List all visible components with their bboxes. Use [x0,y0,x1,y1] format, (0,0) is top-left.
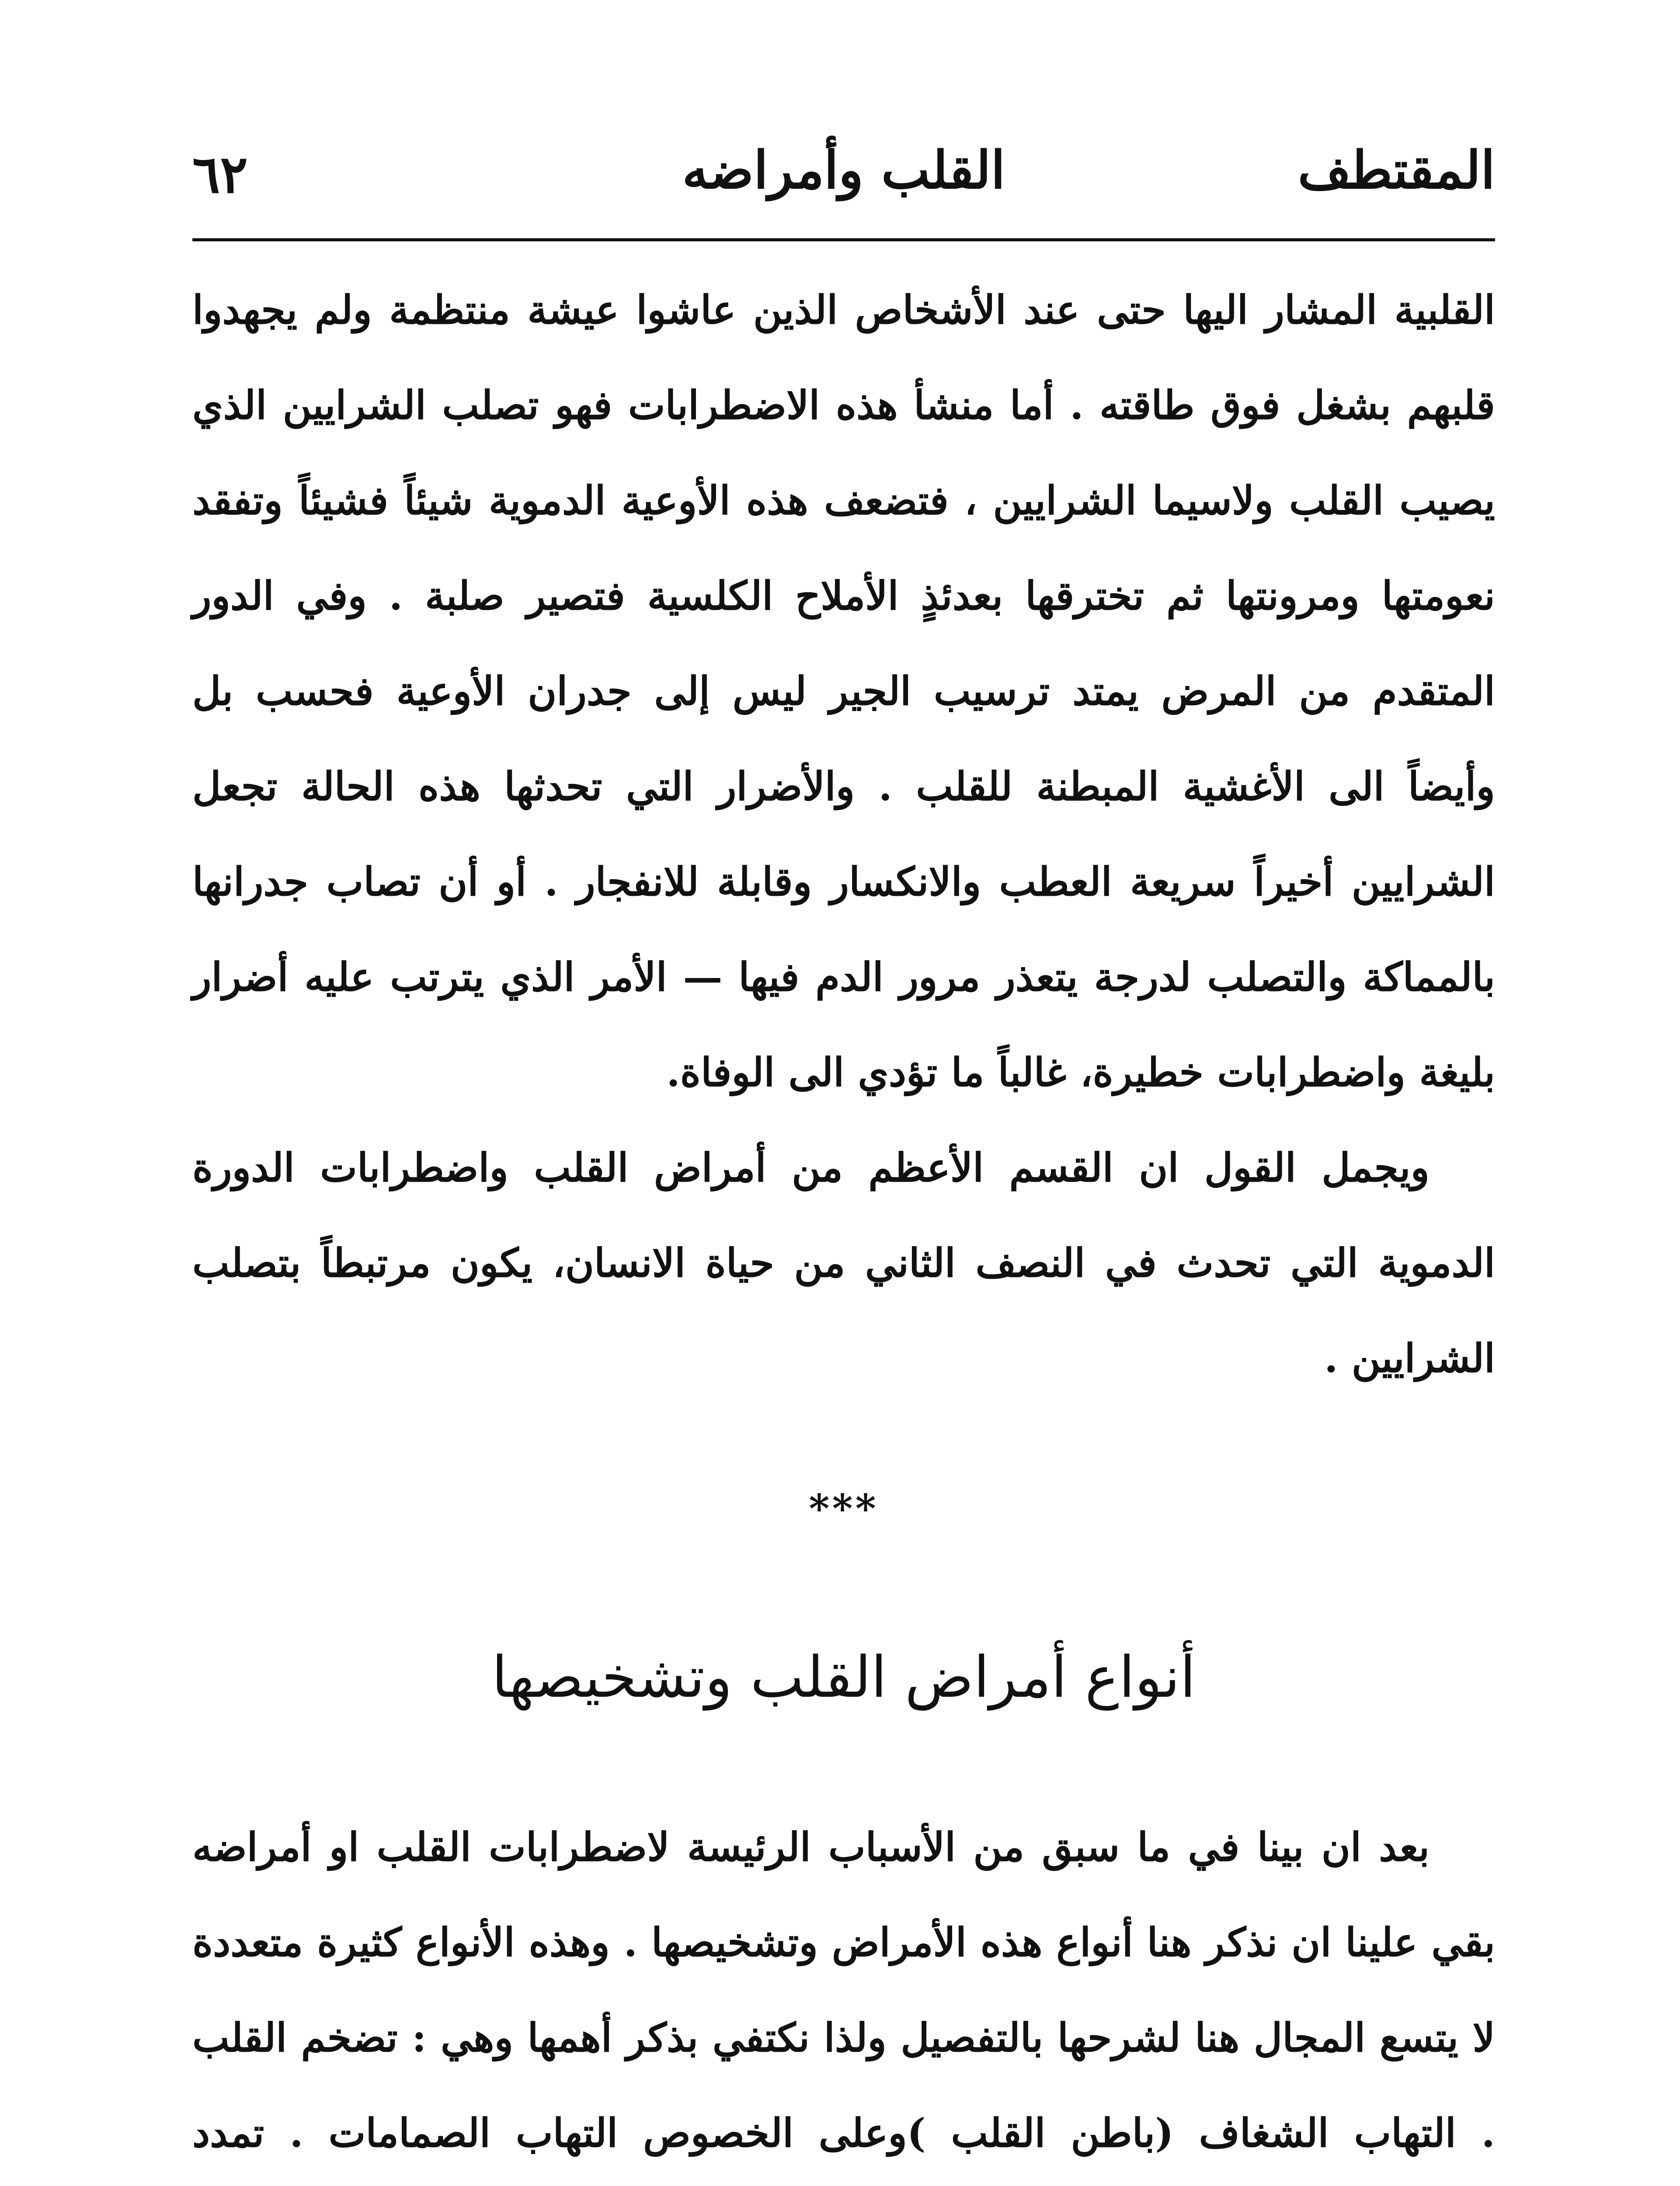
running-title: القلب وأمراضه [682,139,1005,200]
paragraph-continued: القلبية المشار اليها حتى عند الأشخاص الذين عاشوا عيشة منتظمة ولم يجهدوا قلبهم بشغل فوق طاقته . أما منشأ هذه الاضطرابات فهو تصلب الشرايين الذي يصيب القلب ولاسيما الشرايين ، فتضعف هذه الأوعية الدموية شيئاً فشيئاً وتفقد نعومتها ومرونتها ثم تخترقها بعدئذٍ الأملاح الكلسية فتصير صلبة . وفي الدور المتقدم من المرض يمتد ترسيب الجير ليس إلى جدران الأوعية فحسب بل وأيضاً الى الأغشية المبطنة للقلب . والأضرار التي تحدثها هذه الحالة تجعل الشرايين أخيراً سريعة العطب والانكسار وقابلة للانفجار . أو أن تصاب جدرانها بالمماكة والتصلب لدرجة يتعذر مرور الدم فيها — الأمر الذي يترتب عليه أضرار بليغة واضطرابات خطيرة، غالباً ما تؤدي الى الوفاة. [192,287,1495,1096]
section-separator: *** [809,1486,879,1532]
article-body [192,262,1495,2186]
paragraph-summary: ويجمل القول ان القسم الأعظم من أمراض القلب واضطرابات الدورة الدموية التي تحدث في النصف الثاني من حياة الانسان، يكون مرتبطاً بتصلب الشرايين . [192,1145,1495,1382]
journal-name: المقتطف [1297,139,1495,200]
section-heading: أنواع أمراض القلب وتشخيصها [491,1644,1196,1710]
page-number: ٦٢ [192,144,248,205]
header-rule [192,238,1495,241]
paragraph-types-text: بعد ان بينا في ما سبق من الأسباب الرئيسة لاضطرابات القلب او أمراضه بقي علينا ان نذكر هنا أنواع هذه الأمراض وتشخيصها . وهذه الأنواع كثيرة متعددة لا يتسع المجال هنا لشرحها بالتفصيل ولذا نكتفي بذكر أهمها وهي : تضخم القلب . التهاب الشغاف (باطن القلب )وعلى الخصوص التهاب الصمامات . تمدد [192,1824,1495,2156]
running-header [192,131,1495,214]
paragraph-types [192,1800,1495,2186]
